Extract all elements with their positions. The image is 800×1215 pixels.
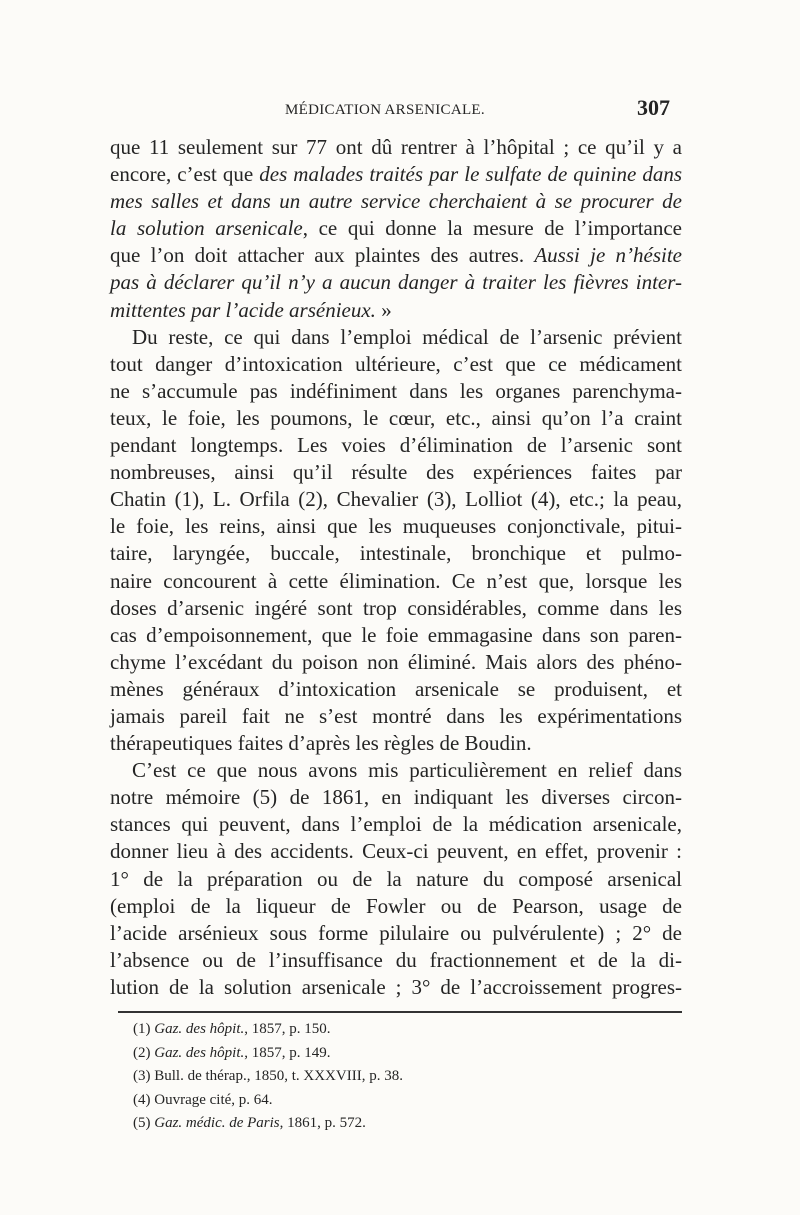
- italic-text: Aussi je n’hésite: [534, 243, 682, 268]
- footnote-rule: [118, 1011, 682, 1013]
- text-line: donner lieu à des accidents. Ceux-ci peuvent, en effet, provenir :: [110, 839, 682, 864]
- footnote: (3) Bull. de thérap., 1850, t. XXXVIII, p. 38.: [133, 1068, 403, 1085]
- italic-text: Gaz. des hôpit.: [154, 1021, 245, 1037]
- text-line: stances qui peuvent, dans l’emploi de la médication arsenicale,: [110, 812, 682, 837]
- text-line: notre mémoire (5) de 1861, en indiquant les diverses circon-: [110, 785, 682, 810]
- text-line: pas à déclarer qu’il n’y a aucun danger à traiter les fièvres inter-: [110, 270, 682, 295]
- text-line: teux, le foie, les poumons, le cœur, etc., ainsi qu’on l’a craint: [110, 405, 682, 430]
- text-line: que 11 seulement sur 77 ont dû rentrer à l’hôpital ; ce qu’il y a: [110, 135, 682, 159]
- footnote: [133, 1112, 403, 1136]
- text-line: mènes généraux d’intoxication arsenicale se produisent, et: [110, 676, 682, 701]
- text-line: jamais pareil fait ne s’est montré dans les expérimentations: [110, 703, 682, 728]
- text-line: [110, 242, 682, 269]
- roman-text: (2): [133, 1044, 155, 1061]
- text-line: taire, laryngée, buccale, intestinale, bronchique et pulmo-: [110, 541, 682, 566]
- italic-text: Gaz. des hôpit.: [154, 1044, 245, 1061]
- footnotes: [133, 1018, 403, 1136]
- text-line: [110, 297, 682, 324]
- footnote: (4) Ouvrage cité, p. 64.: [133, 1091, 273, 1108]
- roman-text: , 1857, p. 150.: [244, 1021, 331, 1037]
- text-line: thérapeutiques faites d’après les règles de Boudin.: [110, 731, 532, 756]
- text-line: lution de la solution arsenicale ; 3° de l’accroissement progres-: [110, 974, 682, 999]
- page-number: 307: [637, 95, 670, 120]
- text-line: 1° de la préparation ou de la nature du composé arsenical: [110, 866, 682, 891]
- italic-text: des malades traités par le sulfate de quinine dans: [259, 162, 683, 187]
- text-line: chyme l’excédant du poison non éliminé. Mais alors des phéno-: [110, 649, 682, 674]
- roman-text: (1): [133, 1021, 155, 1037]
- text-line: Du reste, ce qui dans l’emploi médical de l’arsenic prévient: [132, 324, 682, 349]
- text-line: ne s’accumule pas indéfiniment dans les organes parenchyma-: [110, 378, 682, 403]
- roman-text: , ce qui donne la mesure de l’importance: [302, 216, 682, 241]
- roman-text: (5): [133, 1115, 155, 1132]
- roman-text: , 1861, p. 572.: [279, 1115, 366, 1132]
- text-line: l’absence ou de l’insuffisance du fractionnement et de la di-: [110, 947, 682, 972]
- paragraph: [110, 757, 682, 1001]
- text-line: tout danger d’intoxication ultérieure, c’est que ce médicament: [110, 351, 682, 376]
- text-line: nombreuses, ainsi qu’il résulte des expériences faites par: [110, 460, 682, 485]
- italic-text: mittentes par l’acide arsénieux.: [110, 297, 376, 322]
- text-line: (emploi de la liqueur de Fowler ou de Pearson, usage de: [110, 893, 682, 918]
- paragraph: [110, 134, 682, 324]
- text-line: cas d’empoisonnement, que le foie emmagasine dans son paren-: [110, 622, 682, 647]
- italic-text: la solution arsenicale: [110, 216, 303, 241]
- body-text: [110, 134, 682, 1001]
- text-line: pendant longtemps. Les voies d’élimination de l’arsenic sont: [110, 433, 682, 458]
- text-line: naire concourent à cette élimination. Ce n’est que, lorsque les: [110, 568, 682, 593]
- roman-text: que l’on doit attacher aux plaintes des autres.: [110, 243, 535, 268]
- text-line: Chatin (1), L. Orfila (2), Chevalier (3), Lolliot (4), etc.; la peau,: [110, 487, 682, 512]
- roman-text: »: [375, 297, 392, 322]
- roman-text: encore, c’est que: [110, 162, 260, 187]
- footnote: [133, 1018, 403, 1042]
- text-line: doses d’arsenic ingéré sont trop considérables, comme dans les: [110, 595, 682, 620]
- italic-text: Gaz. médic. de Paris: [154, 1115, 280, 1132]
- running-head: MÉDICATION ARSENICALE.: [285, 102, 485, 118]
- text-line: mes salles et dans un autre service cherchaient à se procurer de: [110, 189, 682, 214]
- text-line: l’acide arsénieux sous forme pilulaire ou pulvérulente) ; 2° de: [110, 920, 682, 945]
- paragraph: [110, 324, 682, 758]
- roman-text: , 1857, p. 149.: [244, 1044, 331, 1061]
- footnote: [133, 1042, 403, 1066]
- text-line: [110, 215, 682, 242]
- text-line: [110, 161, 682, 188]
- text-line: le foie, les reins, ainsi que les muqueuses conjonctivale, pitui-: [110, 514, 682, 539]
- text-line: C’est ce que nous avons mis particulièrement en relief dans: [132, 758, 682, 783]
